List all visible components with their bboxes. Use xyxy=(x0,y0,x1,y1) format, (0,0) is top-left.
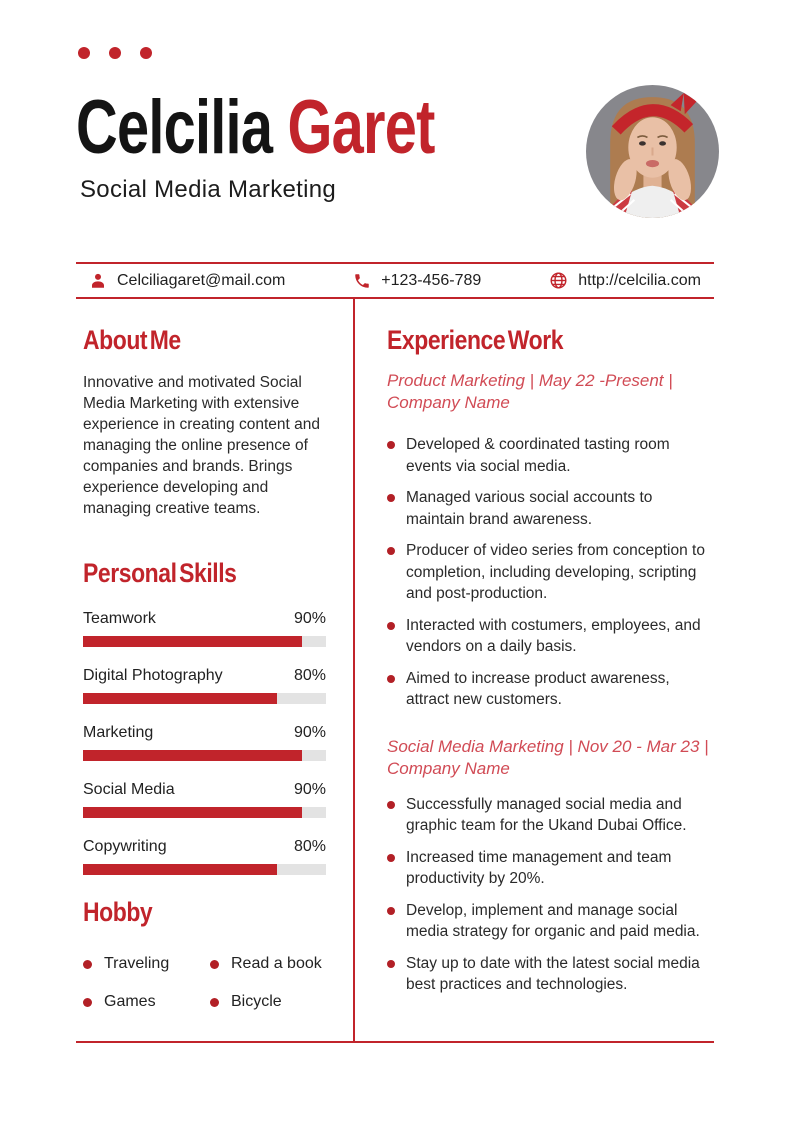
bullet-dot-icon xyxy=(387,907,395,915)
bullet-dot-icon xyxy=(210,998,219,1007)
skill-bar-track xyxy=(83,807,326,818)
profile-photo xyxy=(586,85,719,218)
job-bullet xyxy=(387,487,714,530)
hobby-label: Traveling xyxy=(104,955,170,972)
avatar-illustration xyxy=(586,85,719,218)
experience-title: Experience Work xyxy=(387,325,564,355)
job-heading xyxy=(387,736,714,780)
hobby-item xyxy=(83,993,210,1011)
bullet-dot-icon xyxy=(387,547,395,555)
job-bullet xyxy=(387,900,714,943)
bullet-dot-icon xyxy=(210,960,219,969)
bullet-dot-icon xyxy=(83,960,92,969)
bullet-dot-icon xyxy=(387,801,395,809)
skill-label: Teamwork xyxy=(83,610,156,627)
job-heading-line1: Social Media Marketing | Nov 20 - Mar 23 | xyxy=(387,736,709,756)
globe-icon xyxy=(549,271,568,290)
about-section xyxy=(83,326,326,519)
skill-row xyxy=(83,723,326,761)
dot-icon xyxy=(140,47,152,59)
job-heading xyxy=(387,370,714,414)
job-bullet-text: Developed & coordinated tasting room events via social media. xyxy=(406,436,670,475)
job-bullet-text: Aimed to increase product awareness, attract new customers. xyxy=(406,669,670,708)
job-bullet-text: Successfully managed social media and graphic team for the Ukand Dubai Office. xyxy=(406,795,687,834)
about-title: About Me xyxy=(83,325,181,355)
hobby-label: Games xyxy=(104,993,156,1010)
job-entry xyxy=(387,736,714,996)
skill-percent: 80% xyxy=(293,667,326,684)
job-bullet xyxy=(387,847,714,890)
skill-list xyxy=(83,609,326,875)
skill-row xyxy=(83,609,326,647)
bullet-dot-icon xyxy=(387,675,395,683)
decorative-dots xyxy=(78,47,152,59)
dot-icon xyxy=(109,47,121,59)
job-bullet-text: Stay up to date with the latest social media best practices and technologies. xyxy=(406,954,700,993)
job-bullet xyxy=(387,953,714,996)
column-divider xyxy=(353,299,355,1041)
job-bullet-text: Managed various social accounts to maintain brand awareness. xyxy=(406,489,653,528)
skill-bar-fill xyxy=(83,864,277,875)
skill-bar-track xyxy=(83,693,326,704)
skill-label: Marketing xyxy=(83,724,154,741)
contact-website xyxy=(549,271,701,290)
skill-label: Copywriting xyxy=(83,838,167,855)
job-bullet xyxy=(387,540,714,605)
hobby-section xyxy=(83,898,326,1011)
hobby-item xyxy=(210,955,326,973)
skill-row xyxy=(83,837,326,875)
bullet-dot-icon xyxy=(387,854,395,862)
skill-row xyxy=(83,780,326,818)
contact-bar xyxy=(76,262,714,299)
job-bullet-text: Increased time management and team productivity by 20%. xyxy=(406,848,672,887)
skill-percent: 90% xyxy=(293,724,326,741)
person-name xyxy=(76,85,435,170)
skill-label: Social Media xyxy=(83,781,175,798)
contact-email xyxy=(89,272,285,290)
skill-percent: 90% xyxy=(293,781,326,798)
phone-text: +123-456-789 xyxy=(381,271,482,289)
job-heading-line2: Company Name xyxy=(387,758,510,778)
skill-row xyxy=(83,666,326,704)
job-title: Social Media Marketing xyxy=(80,176,337,203)
about-text: Innovative and motivated Social Media Marketing with extensive experience in creating content and managing the online presence of companies and brands. Brings experience developing and managing creative teams. xyxy=(83,374,320,517)
phone-icon xyxy=(353,272,371,290)
dot-icon xyxy=(78,47,90,59)
hobby-list xyxy=(83,955,326,1011)
skill-bar-track xyxy=(83,636,326,647)
job-bullet-list xyxy=(387,434,714,711)
job-bullet xyxy=(387,615,714,658)
job-entry xyxy=(387,370,714,711)
bullet-dot-icon xyxy=(83,998,92,1007)
job-bullet xyxy=(387,434,714,477)
contact-phone xyxy=(353,272,481,290)
hobby-title: Hobby xyxy=(83,897,153,927)
bullet-dot-icon xyxy=(387,441,395,449)
experience-section xyxy=(387,326,714,1006)
hobby-label: Read a book xyxy=(231,955,322,972)
skill-bar-track xyxy=(83,750,326,761)
skill-bar-fill xyxy=(83,693,277,704)
skill-bar-fill xyxy=(83,807,302,818)
skill-label: Digital Photography xyxy=(83,667,223,684)
skill-percent: 80% xyxy=(293,838,326,855)
hobby-item xyxy=(83,955,210,973)
bullet-dot-icon xyxy=(387,960,395,968)
bottom-divider xyxy=(76,1041,714,1043)
email-text: Celciliagaret@mail.com xyxy=(117,271,286,289)
skill-bar-track xyxy=(83,864,326,875)
job-bullet xyxy=(387,794,714,837)
job-bullet-list xyxy=(387,794,714,996)
skill-percent: 90% xyxy=(293,610,326,627)
bullet-dot-icon xyxy=(387,622,395,630)
job-bullet-text: Interacted with costumers, employees, and vendors on a daily basis. xyxy=(406,616,701,655)
hobby-label: Bicycle xyxy=(231,993,282,1010)
job-bullet-text: Producer of video series from conception to completion, including developing, scripting and post-production. xyxy=(406,542,705,602)
skills-title: Personal Skills xyxy=(83,558,237,588)
person-icon xyxy=(89,272,107,290)
first-name: Celcilia xyxy=(76,85,273,170)
job-bullet-text: Develop, implement and manage social media strategy for organic and paid media. xyxy=(406,901,700,940)
job-bullet xyxy=(387,668,714,711)
skill-bar-fill xyxy=(83,636,302,647)
bullet-dot-icon xyxy=(387,494,395,502)
job-heading-line1: Product Marketing | May 22 -Present | xyxy=(387,371,673,390)
skill-bar-fill xyxy=(83,750,302,761)
job-heading-line2: Company Name xyxy=(387,393,510,412)
skills-section xyxy=(83,559,326,894)
last-name: Garet xyxy=(287,85,435,170)
website-text: http://celcilia.com xyxy=(578,271,701,289)
hobby-item xyxy=(210,993,326,1011)
